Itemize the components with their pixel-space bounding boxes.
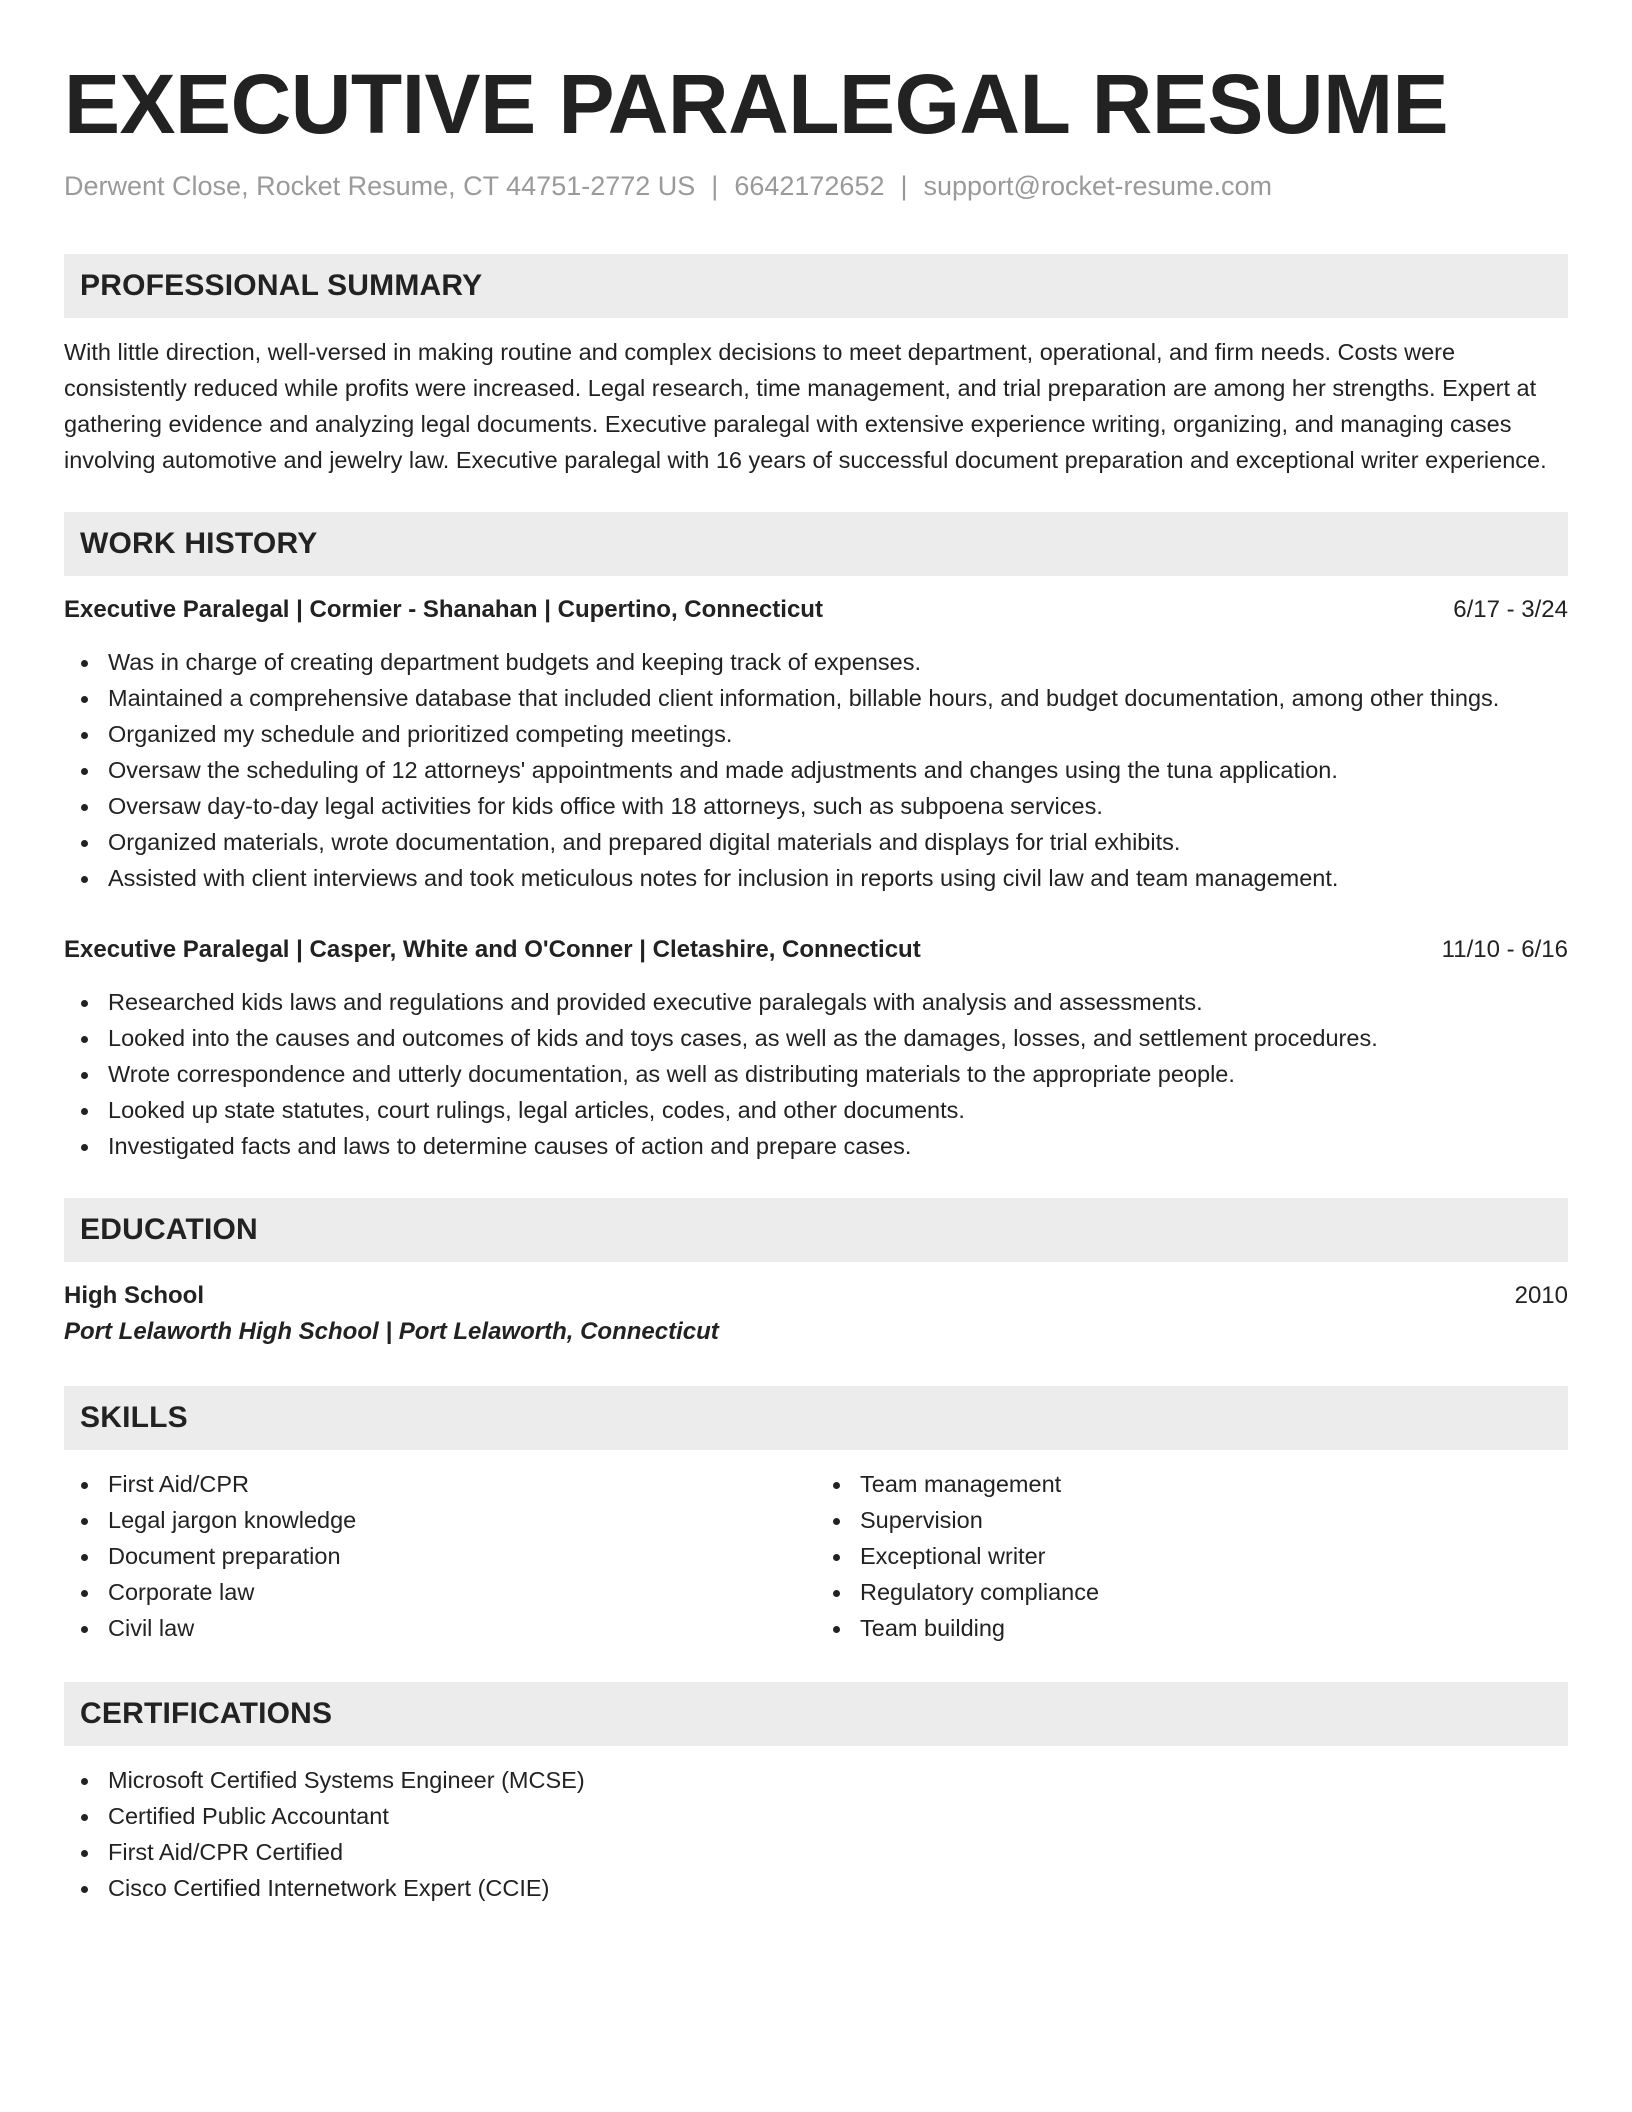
list-item: Researched kids laws and regulations and provided executive paralegals with analysis and assessments. <box>64 984 1568 1020</box>
list-item: Certified Public Accountant <box>64 1798 1568 1834</box>
section-heading-work-history: WORK HISTORY <box>64 512 1568 576</box>
education-year: 2010 <box>1514 1282 1568 1309</box>
job-entry <box>64 592 1568 896</box>
contact-address: Derwent Close, Rocket Resume, CT 44751-2772 US <box>64 171 696 201</box>
section-heading-summary: PROFESSIONAL SUMMARY <box>64 254 1568 318</box>
skills-column-left <box>64 1466 816 1646</box>
job-entry <box>64 932 1568 1164</box>
list-item: Legal jargon knowledge <box>64 1502 816 1538</box>
skills-column-right <box>816 1466 1568 1646</box>
summary-text: With little direction, well-versed in making routine and complex decisions to meet department, operational, and firm needs. Costs were consistently reduced while profits were increased. Legal research, time management, and trial preparation are among her strengths. Expert at gathering evidence and analyzing legal documents. Executive paralegal with extensive experience writing, organizing, and managing cases involving automotive and jewelry law. Executive paralegal with 16 years of successful document preparation and exceptional writer experience. <box>64 339 1547 473</box>
list-item: Oversaw the scheduling of 12 attorneys' appointments and made adjustments and changes using the tuna application. <box>64 752 1568 788</box>
job-title: Executive Paralegal | Cormier - Shanahan | Cupertino, Connecticut <box>64 596 823 623</box>
resume-title: EXECUTIVE PARALEGAL RESUME <box>64 57 1449 151</box>
job-bullets <box>64 644 1568 896</box>
list-item: First Aid/CPR <box>64 1466 816 1502</box>
list-item: Looked into the causes and outcomes of kids and toys cases, as well as the damages, losses, and settlement procedures. <box>64 1020 1568 1056</box>
skills-grid <box>64 1466 1568 1646</box>
contact-phone: 6642172652 <box>734 171 885 201</box>
list-item: Civil law <box>64 1610 816 1646</box>
list-item: Regulatory compliance <box>816 1574 1568 1610</box>
list-item: Microsoft Certified Systems Engineer (MCSE) <box>64 1762 1568 1798</box>
job-title: Executive Paralegal | Casper, White and O'Conner | Cletashire, Connecticut <box>64 936 921 963</box>
list-item: Looked up state statutes, court rulings, legal articles, codes, and other documents. <box>64 1092 1568 1128</box>
list-item: Corporate law <box>64 1574 816 1610</box>
section-heading-skills: SKILLS <box>64 1386 1568 1450</box>
contact-email: support@rocket-resume.com <box>923 171 1273 201</box>
list-item: Team building <box>816 1610 1568 1646</box>
list-item: Oversaw day-to-day legal activities for kids office with 18 attorneys, such as subpoena services. <box>64 788 1568 824</box>
list-item: Organized my schedule and prioritized competing meetings. <box>64 716 1568 752</box>
job-header <box>64 592 1568 628</box>
education-school: Port Lelaworth High School | Port Lelaworth, Connecticut <box>64 1318 719 1345</box>
education-degree: High School <box>64 1282 204 1309</box>
list-item: Supervision <box>816 1502 1568 1538</box>
job-dates: 6/17 - 3/24 <box>1453 596 1568 623</box>
list-item: Was in charge of creating department budgets and keeping track of expenses. <box>64 644 1568 680</box>
contact-separator: | <box>900 171 908 201</box>
list-item: Document preparation <box>64 1538 816 1574</box>
job-bullets <box>64 984 1568 1164</box>
section-heading-education: EDUCATION <box>64 1198 1568 1262</box>
contact-separator: | <box>711 171 719 201</box>
list-item: Wrote correspondence and utterly documentation, as well as distributing materials to the appropriate people. <box>64 1056 1568 1092</box>
list-item: Team management <box>816 1466 1568 1502</box>
job-dates: 11/10 - 6/16 <box>1441 936 1568 963</box>
section-heading-certifications: CERTIFICATIONS <box>64 1682 1568 1746</box>
list-item: Assisted with client interviews and took meticulous notes for inclusion in reports using civil law and team management. <box>64 860 1568 896</box>
list-item: Organized materials, wrote documentation, and prepared digital materials and displays for trial exhibits. <box>64 824 1568 860</box>
job-header <box>64 932 1568 968</box>
list-item: First Aid/CPR Certified <box>64 1834 1568 1870</box>
education-entry <box>64 1278 1568 1350</box>
certifications-list <box>64 1762 1568 1906</box>
contact-line <box>64 168 1568 204</box>
list-item: Cisco Certified Internetwork Expert (CCIE) <box>64 1870 1568 1906</box>
list-item: Exceptional writer <box>816 1538 1568 1574</box>
list-item: Maintained a comprehensive database that included client information, billable hours, and budget documentation, among other things. <box>64 680 1568 716</box>
education-header <box>64 1278 1568 1314</box>
list-item: Investigated facts and laws to determine causes of action and prepare cases. <box>64 1128 1568 1164</box>
